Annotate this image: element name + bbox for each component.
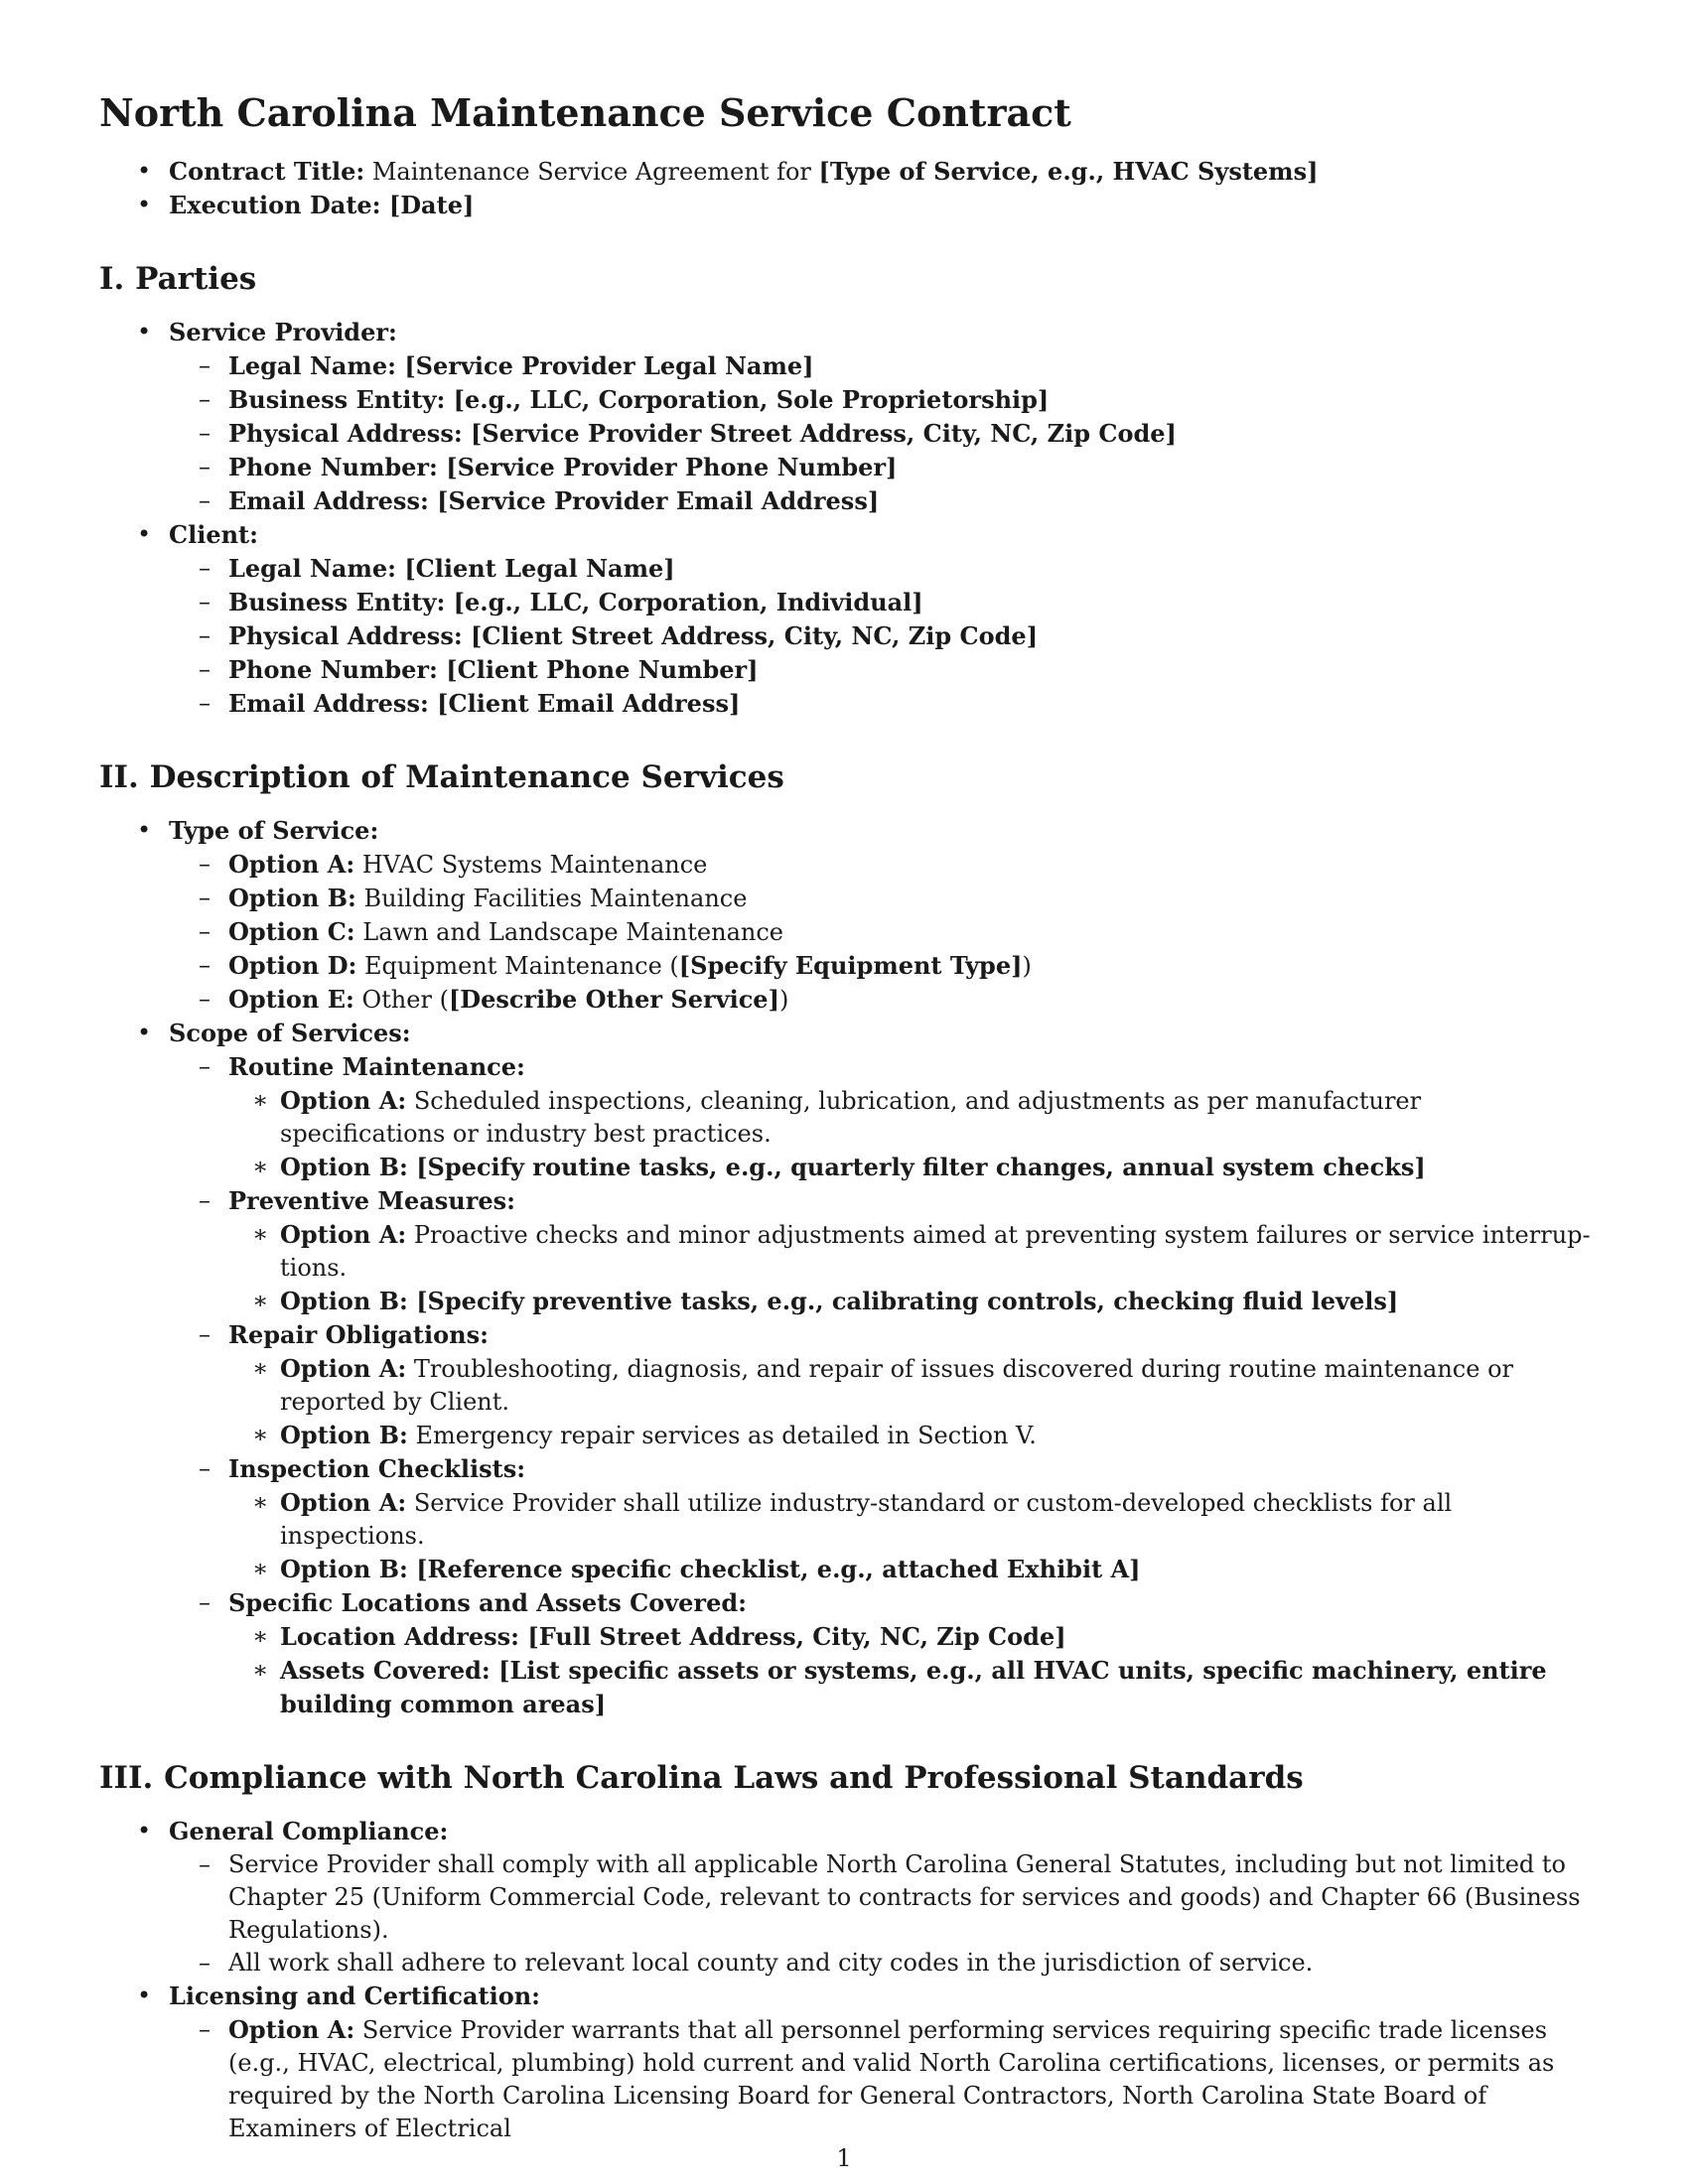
licensing-item: • Licensing and Certification: – Option A: Service Provider warrants that all personnel performing services requiring specific trade licenses (e.g., HVAC, electrical, plumbing) hold current and valid North Carolina certifications, licenses, or permits as required by the North Carolina Licensing Board for General Contractors, North Carolina State Board of Examiners of Electrical	[99, 1979, 1594, 2145]
list-item: ∗ Option A: Troubleshooting, diagnosis, and repair of issues discovered during routine maintenance or reported by Client.	[228, 1352, 1594, 1419]
section-heading-parties: I. Parties	[99, 261, 257, 297]
list-item: ∗ Location Address: [Full Street Address, City, NC, Zip Code]	[228, 1620, 1594, 1654]
routine-options	[228, 1084, 1594, 1184]
repair-options	[228, 1352, 1594, 1452]
list-item: – Option C: Lawn and Landscape Maintenance	[169, 915, 1594, 949]
list-item: ∗ Option B: [Specify preventive tasks, e.g., calibrating controls, checking fluid levels]	[228, 1285, 1594, 1318]
general-compliance-item: • General Compliance: – Service Provider shall comply with all applicable North Carolina General Statutes, including but not limited to Chapter 25 (Uniform Commercial Code, relevant to contracts for services and goods) and Chapter 66 (Business Regulations). – All work shall adhere to relevant local county and city codes in the jurisdiction of service.	[99, 1815, 1594, 1979]
list-item: ∗ Option B: [Specify routine tasks, e.g., quarterly filter changes, annual system checks]	[228, 1151, 1594, 1184]
list-item: ∗ Option A: Proactive checks and minor adjustments aimed at preventing system failures or service interrup-tions.	[228, 1218, 1594, 1285]
list-item: – Phone Number: [Service Provider Phone Number]	[169, 451, 1594, 484]
list-item: ∗ Option A: Scheduled inspections, cleaning, lubrication, and adjustments as per manufacturer specifications or industry best practices.	[228, 1084, 1594, 1151]
list-item: – Option A: HVAC Systems Maintenance	[169, 848, 1594, 882]
document-page	[99, 87, 1594, 2145]
list-item: ∗ Option A: Service Provider shall utilize industry-standard or custom-developed checklists for all inspections.	[228, 1486, 1594, 1553]
contract-title-item: • Contract Title: Maintenance Service Agreement for [Type of Service, e.g., HVAC Systems]	[99, 155, 1594, 189]
locations-assets-item: – Specific Locations and Assets Covered: ∗ Location Address: [Full Street Address, City, NC, Zip Code] ∗ Assets Covered: [List specific assets or systems, e.g., all HVAC units, specific machinery, entire building common areas]	[169, 1586, 1594, 1721]
compliance-list	[99, 1815, 1594, 2145]
execution-date-item: • Execution Date: [Date]	[99, 189, 1594, 222]
list-item: – Service Provider shall comply with all applicable North Carolina General Statutes, including but not limited to Chapter 25 (Uniform Commercial Code, relevant to contracts for services and goods) and Chapter 66 (Business Regulations).	[169, 1848, 1594, 1947]
provider-details	[169, 349, 1594, 518]
service-types	[169, 848, 1594, 1017]
client-details	[169, 552, 1594, 721]
list-item: – Option E: Other ([Describe Other Service])	[169, 983, 1594, 1017]
inspection-checklists-item: – Inspection Checklists: ∗ Option A: Service Provider shall utilize industry-standard or custom-developed checklists for all inspections. ∗ Option B: [Reference specific checklist, e.g., attached Exhibit A]	[169, 1452, 1594, 1586]
list-item: – Option A: Service Provider warrants that all personnel performing services requiring specific trade licenses (e.g., HVAC, electrical, plumbing) hold current and valid North Carolina certifications, licenses, or permits as required by the North Carolina Licensing Board for General Contractors, North Carolina State Board of Examiners of Electrical	[169, 2013, 1594, 2145]
list-item: – Physical Address: [Service Provider Street Address, City, NC, Zip Code]	[169, 417, 1594, 451]
list-item: ∗ Assets Covered: [List specific assets or systems, e.g., all HVAC units, specific machinery, entire building common areas]	[228, 1654, 1594, 1721]
locations-list	[228, 1620, 1594, 1721]
page-title: North Carolina Maintenance Service Contract	[99, 90, 1071, 135]
list-item: ∗ Option B: [Reference specific checklist, e.g., attached Exhibit A]	[228, 1553, 1594, 1586]
list-item: – Business Entity: [e.g., LLC, Corporation, Individual]	[169, 586, 1594, 619]
list-item: – Email Address: [Client Email Address]	[169, 687, 1594, 721]
list-item: – Legal Name: [Client Legal Name]	[169, 552, 1594, 586]
section-heading-services: II. Description of Maintenance Services	[99, 759, 784, 795]
scope-list	[169, 1050, 1594, 1721]
header-list	[99, 155, 1594, 222]
provider-item: • Service Provider: – Legal Name: [Service Provider Legal Name] – Business Entity: [e.g., LLC, Corporation, Sole Proprietorship] – Physical Address: [Service Provider Street Address, City, NC, Zip Code] – Phone Number: [Service Provider Phone Number] – Email Address: [Service Provider Email Address]	[99, 316, 1594, 518]
list-item: – Physical Address: [Client Street Address, City, NC, Zip Code]	[169, 619, 1594, 653]
licensing-details	[169, 2013, 1594, 2145]
repair-obligations-item: – Repair Obligations: ∗ Option A: Troubleshooting, diagnosis, and repair of issues discovered during routine maintenance or reported by Client. ∗ Option B: Emergency repair services as detailed in Section V.	[169, 1318, 1594, 1452]
preventive-measures-item: – Preventive Measures: ∗ Option A: Proactive checks and minor adjustments aimed at preventing system failures or service interrup-tions. ∗ Option B: [Specify preventive tasks, e.g., calibrating controls, checking fluid levels]	[169, 1184, 1594, 1318]
scope-of-services-item: • Scope of Services: – Routine Maintenance: ∗ Option A: Scheduled inspections, cleaning, lubrication, and adjustments as per manufacturer specifications or industry best practices. ∗ Option B: [Specify routine tasks, e.g., quarterly filter changes, annual system checks] – Preventive Measures: ∗ Option A: Proactive checks and minor adjustments aimed at preventing system failures or service interrup-tions. ∗ Option B: [Specify preventive tasks, e.g., calibrating controls, checking fluid levels] – Repair Obligations: ∗ Option A: Troubleshooting, diagnosis, and repair of issues discovered during routine maintenance or reported by Client. ∗ Option B: Emergency repair services as detailed in Section V. – Inspection Checklists: ∗ Option A: Service Provider shall utilize industry-standard or custom-developed checklists for all inspections. ∗ Option B: [Reference specific checklist, e.g., attached Exhibit A] – Specific Locations and Assets Covered: ∗ Location Address: [Full Street Address, City, NC, Zip Code] ∗ Assets Covered: [List specific assets or systems, e.g., all HVAC units, specific machinery, entire building common areas]	[99, 1017, 1594, 1721]
list-item: – Business Entity: [e.g., LLC, Corporation, Sole Proprietorship]	[169, 383, 1594, 417]
preventive-options	[228, 1218, 1594, 1318]
list-item: – Legal Name: [Service Provider Legal Name]	[169, 349, 1594, 383]
checklist-options	[228, 1486, 1594, 1586]
general-compliance-details	[169, 1848, 1594, 1979]
list-item: – Option D: Equipment Maintenance ([Specify Equipment Type])	[169, 949, 1594, 983]
page-number: 1	[836, 2144, 852, 2172]
list-item: – Email Address: [Service Provider Email Address]	[169, 484, 1594, 518]
routine-maintenance-item: – Routine Maintenance: ∗ Option A: Scheduled inspections, cleaning, lubrication, and adjustments as per manufacturer specifications or industry best practices. ∗ Option B: [Specify routine tasks, e.g., quarterly filter changes, annual system checks]	[169, 1050, 1594, 1184]
list-item: – Phone Number: [Client Phone Number]	[169, 653, 1594, 687]
list-item: – All work shall adhere to relevant local county and city codes in the jurisdiction of service.	[169, 1947, 1594, 1979]
client-item: • Client: – Legal Name: [Client Legal Name] – Business Entity: [e.g., LLC, Corporation, Individual] – Physical Address: [Client Street Address, City, NC, Zip Code] – Phone Number: [Client Phone Number] – Email Address: [Client Email Address]	[99, 518, 1594, 721]
list-item: ∗ Option B: Emergency repair services as detailed in Section V.	[228, 1419, 1594, 1452]
list-item: – Option B: Building Facilities Maintenance	[169, 882, 1594, 915]
type-of-service-item: • Type of Service: – Option A: HVAC Systems Maintenance – Option B: Building Facilities Maintenance – Option C: Lawn and Landscape Maintenance – Option D: Equipment Maintenance ([Specify Equipment Type]) – Option E: Other ([Describe Other Service])	[99, 814, 1594, 1017]
parties-list	[99, 316, 1594, 721]
services-list	[99, 814, 1594, 1721]
section-heading-compliance: III. Compliance with North Carolina Laws and Professional Standards	[99, 1760, 1304, 1796]
